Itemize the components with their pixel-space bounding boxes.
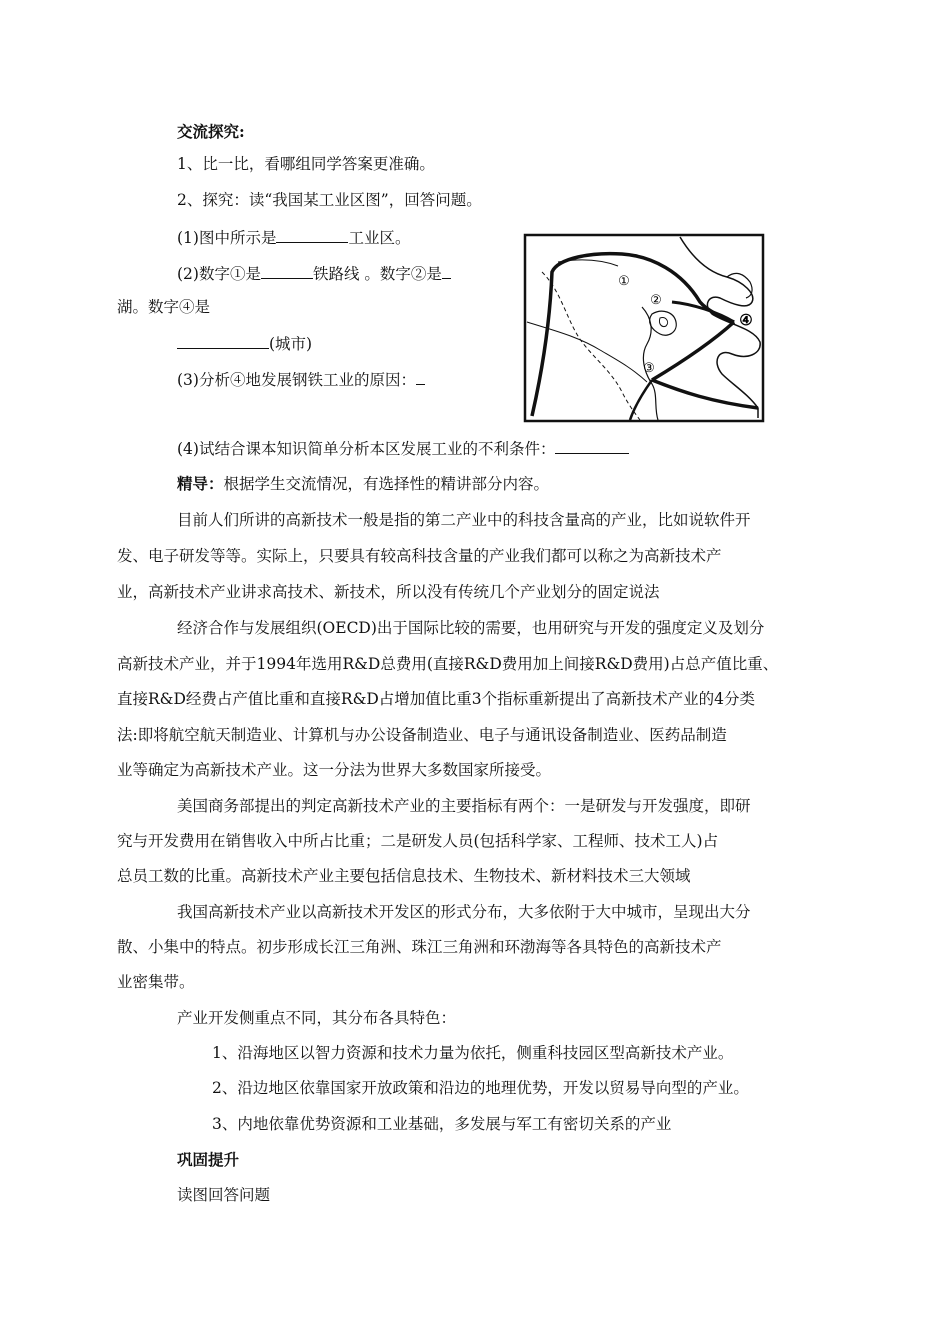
para1-line-1: 目前人们所讲的高新技术一般是指的第二产业中的科技含量高的产业，比如说软件开 [177, 511, 751, 529]
answer-blank-4[interactable] [555, 438, 629, 454]
para1-line-2: 发、电子研发等等。实际上，只要具有较高科技含量的产业我们都可以称之为高新技术产 [117, 547, 722, 565]
question-2 [177, 263, 451, 284]
list-item-3: 3、内地依靠优势资源和工业基础，多发展与军工有密切关系的产业 [212, 1115, 672, 1133]
answer-blank-2a[interactable] [261, 263, 313, 279]
guide-line [177, 474, 549, 494]
para5: 产业开发侧重点不同，其分布各具特色： [177, 1009, 457, 1027]
para4-line-2: 散、小集中的特点。初步形成长江三角洲、珠江三角洲和环渤海等各具特色的高新技术产 [117, 938, 722, 956]
question-3-text: (3)分析④地发展钢铁工业的原因： [177, 371, 416, 389]
question-1 [177, 227, 410, 248]
question-4 [177, 438, 629, 459]
question-2-city-text: (城市) [269, 335, 313, 353]
para3-line-3: 总员工数的比重。高新技术产业主要包括信息技术、生物技术、新材料技术三大领域 [117, 867, 691, 885]
answer-blank-1[interactable] [276, 227, 348, 243]
para2-line-2: 高新技术产业，并于1994年选用R&D总费用(直接R&D费用加上间接R&D费用)占总产值比重、 [117, 655, 779, 673]
para2-line-3: 直接R&D经费占产值比重和直接R&D占增加值比重3个指标重新提出了高新技术产业的4分类 [117, 690, 756, 708]
answer-blank-2b[interactable] [442, 263, 451, 279]
para2-line-1: 经济合作与发展组织(OECD)出于国际比较的需要，也用研究与开发的强度定义及划分 [177, 619, 765, 637]
list-item-1: 1、沿海地区以智力资源和技术力量为依托，侧重科技园区型高新技术产业。 [212, 1044, 734, 1062]
map-label-1: ① [618, 274, 630, 289]
item-2: 2、探究：读“我国某工业区图”，回答问题。 [177, 191, 482, 209]
answer-blank-3[interactable] [416, 369, 425, 385]
question-3 [177, 369, 425, 390]
map-label-2: ② [650, 293, 662, 308]
para1-line-3: 业，高新技术产业讲求高技术、新技术，所以没有传统几个产业划分的固定说法 [117, 583, 660, 601]
answer-blank-2c[interactable] [177, 333, 269, 349]
guide-label: 精导： [177, 474, 224, 493]
para3-line-1: 美国商务部提出的判定高新技术产业的主要指标有两个：一是研发与开发强度，即研 [177, 797, 751, 815]
section-heading-exchange: 交流探究: [177, 122, 245, 141]
question-1-suffix: 工业区。 [348, 229, 411, 247]
question-2-text-b: 铁路线 。数字②是 [312, 265, 442, 283]
industrial-region-map [522, 232, 766, 424]
question-2-city [177, 333, 312, 354]
list-item-2: 2、沿边地区依靠国家开放政策和沿边的地理优势，开发以贸易导向型的产业。 [212, 1079, 749, 1097]
para4-line-1: 我国高新技术产业以高新技术开发区的形式分布，大多依附于大中城市，呈现出大分 [177, 903, 751, 921]
para3-line-2: 究与开发费用在销售收入中所占比重；二是研发人员(包括科学家、工程师、技术工人)占 [117, 832, 719, 850]
question-4-text: (4)试结合课本知识简单分析本区发展工业的不利条件： [177, 440, 556, 458]
question-1-text: (1)图中所示是 [177, 229, 277, 247]
guide-text: 根据学生交流情况，有选择性的精讲部分内容。 [223, 475, 550, 493]
item-1: 1、比一比，看哪组同学答案更准确。 [177, 155, 435, 173]
consolidate-heading: 巩固提升 [177, 1150, 240, 1169]
para4-line-3: 业密集带。 [117, 973, 195, 991]
para2-line-4: 法:即将航空航天制造业、计算机与办公设备制造业、电子与通讯设备制造业、医药品制造 [117, 726, 727, 744]
question-2-text-a: (2)数字①是 [177, 265, 261, 283]
map-label-4: ④ [739, 311, 753, 329]
consolidate-text: 读图回答问题 [177, 1186, 271, 1204]
question-2-cont: 湖。数字④是 [117, 298, 211, 316]
para2-line-5: 业等确定为高新技术产业。这一分法为世界大多数国家所接受。 [117, 761, 552, 779]
map-label-3: ③ [643, 361, 655, 376]
